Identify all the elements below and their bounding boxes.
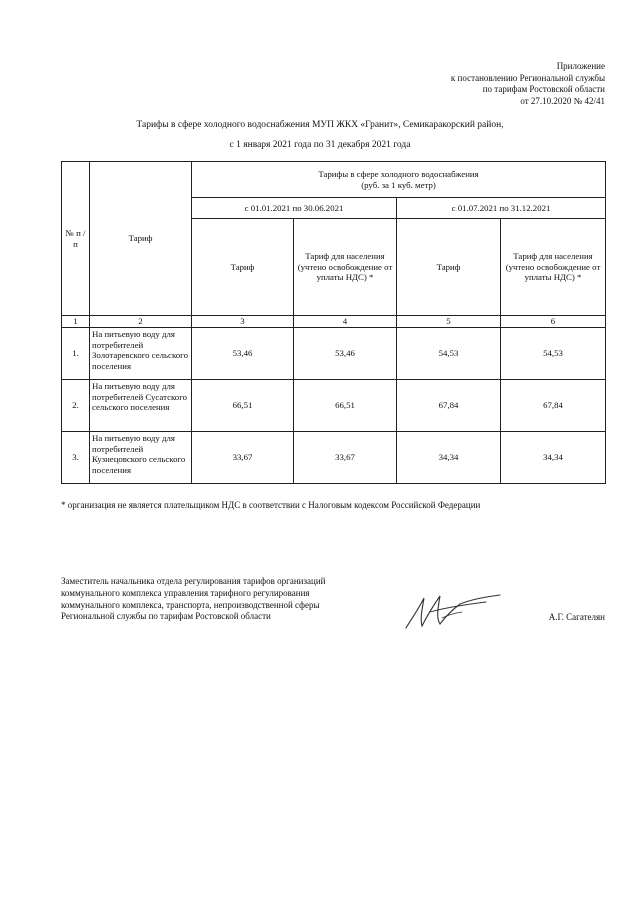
header-subtariff: Тариф (192, 219, 294, 316)
row-value: 66,51 (294, 379, 397, 431)
column-number-row (62, 316, 606, 328)
signer-position-line: Заместитель начальника отдела регулирования тарифов организаций (61, 576, 326, 586)
signer-position (61, 576, 325, 623)
document-title: Тарифы в сфере холодного водоснабжения МУП ЖКХ «Гранит», Семикаракорский район, (136, 120, 504, 130)
header-no: № п /п (62, 162, 90, 316)
row-value: 33,67 (294, 431, 397, 483)
row-tariff-name: На питьевую воду для потребителей Кузнецовского сельского поселения (90, 431, 192, 483)
header-group (192, 162, 606, 198)
row-value: 67,84 (397, 379, 501, 431)
column-number: 6 (501, 316, 606, 328)
header-group-line: Тарифы в сфере холодного водоснабжения (318, 168, 479, 179)
tariff-table (61, 161, 606, 484)
annex-line: Приложение (556, 61, 605, 71)
row-number: 3. (62, 431, 90, 483)
header-subtariff: Тариф (397, 219, 501, 316)
header-tariff: Тариф (90, 162, 192, 316)
row-value: 54,53 (397, 327, 501, 379)
row-number: 1. (62, 327, 90, 379)
header-population-tariff: Тариф для населения (учтено освобождение от уплаты НДС) * (294, 219, 397, 316)
signer-position-line: Региональной службы по тарифам Ростовской области (61, 611, 271, 622)
row-tariff-name: На питьевую воду для потребителей Золотаревского сельского поселения (90, 327, 192, 379)
row-value: 33,67 (192, 431, 294, 483)
row-value: 34,34 (501, 431, 606, 483)
header-period-2: с 01.07.2021 по 31.12.2021 (397, 198, 606, 219)
column-number: 4 (294, 316, 397, 328)
table-row (62, 431, 606, 483)
column-number: 3 (192, 316, 294, 328)
table-header-row (62, 162, 606, 198)
annex-header (355, 61, 605, 107)
signer-position-line: коммунального комплекса управления тарифного регулирования (61, 587, 310, 598)
row-value: 34,34 (397, 431, 501, 483)
document-subtitle: с 1 января 2021 года по 31 декабря 2021 года (229, 140, 411, 150)
signer-position-line: коммунального комплекса, транспорта, непроизводственной сферы (61, 599, 320, 610)
column-number: 2 (90, 316, 192, 328)
row-number: 2. (62, 379, 90, 431)
annex-line: к постановлению Региональной службы (450, 72, 605, 83)
table-row (62, 327, 606, 379)
column-number: 1 (62, 316, 90, 328)
header-group-unit: (руб. за 1 куб. метр) (361, 179, 436, 190)
row-value: 53,46 (192, 327, 294, 379)
row-value: 53,46 (294, 327, 397, 379)
row-value: 67,84 (501, 379, 606, 431)
row-value: 66,51 (192, 379, 294, 431)
header-period-1: с 01.01.2021 по 30.06.2021 (192, 198, 397, 219)
signature-image (400, 588, 505, 633)
row-tariff-name: На питьевую воду для потребителей Сусатского сельского поселения (90, 379, 192, 431)
annex-line: по тарифам Ростовской области (482, 84, 605, 94)
row-value: 54,53 (501, 327, 606, 379)
header-population-tariff: Тариф для населения (учтено освобождение от уплаты НДС) * (501, 219, 606, 316)
signer-name: А.Г. Сагателян (548, 612, 605, 622)
column-number: 5 (397, 316, 501, 328)
table-row (62, 379, 606, 431)
vat-footnote: * организация не является плательщиком НДС в соответствии с Налоговым кодексом Российской Федерации (61, 500, 481, 510)
annex-line: от 27.10.2020 № 42/41 (520, 95, 605, 106)
